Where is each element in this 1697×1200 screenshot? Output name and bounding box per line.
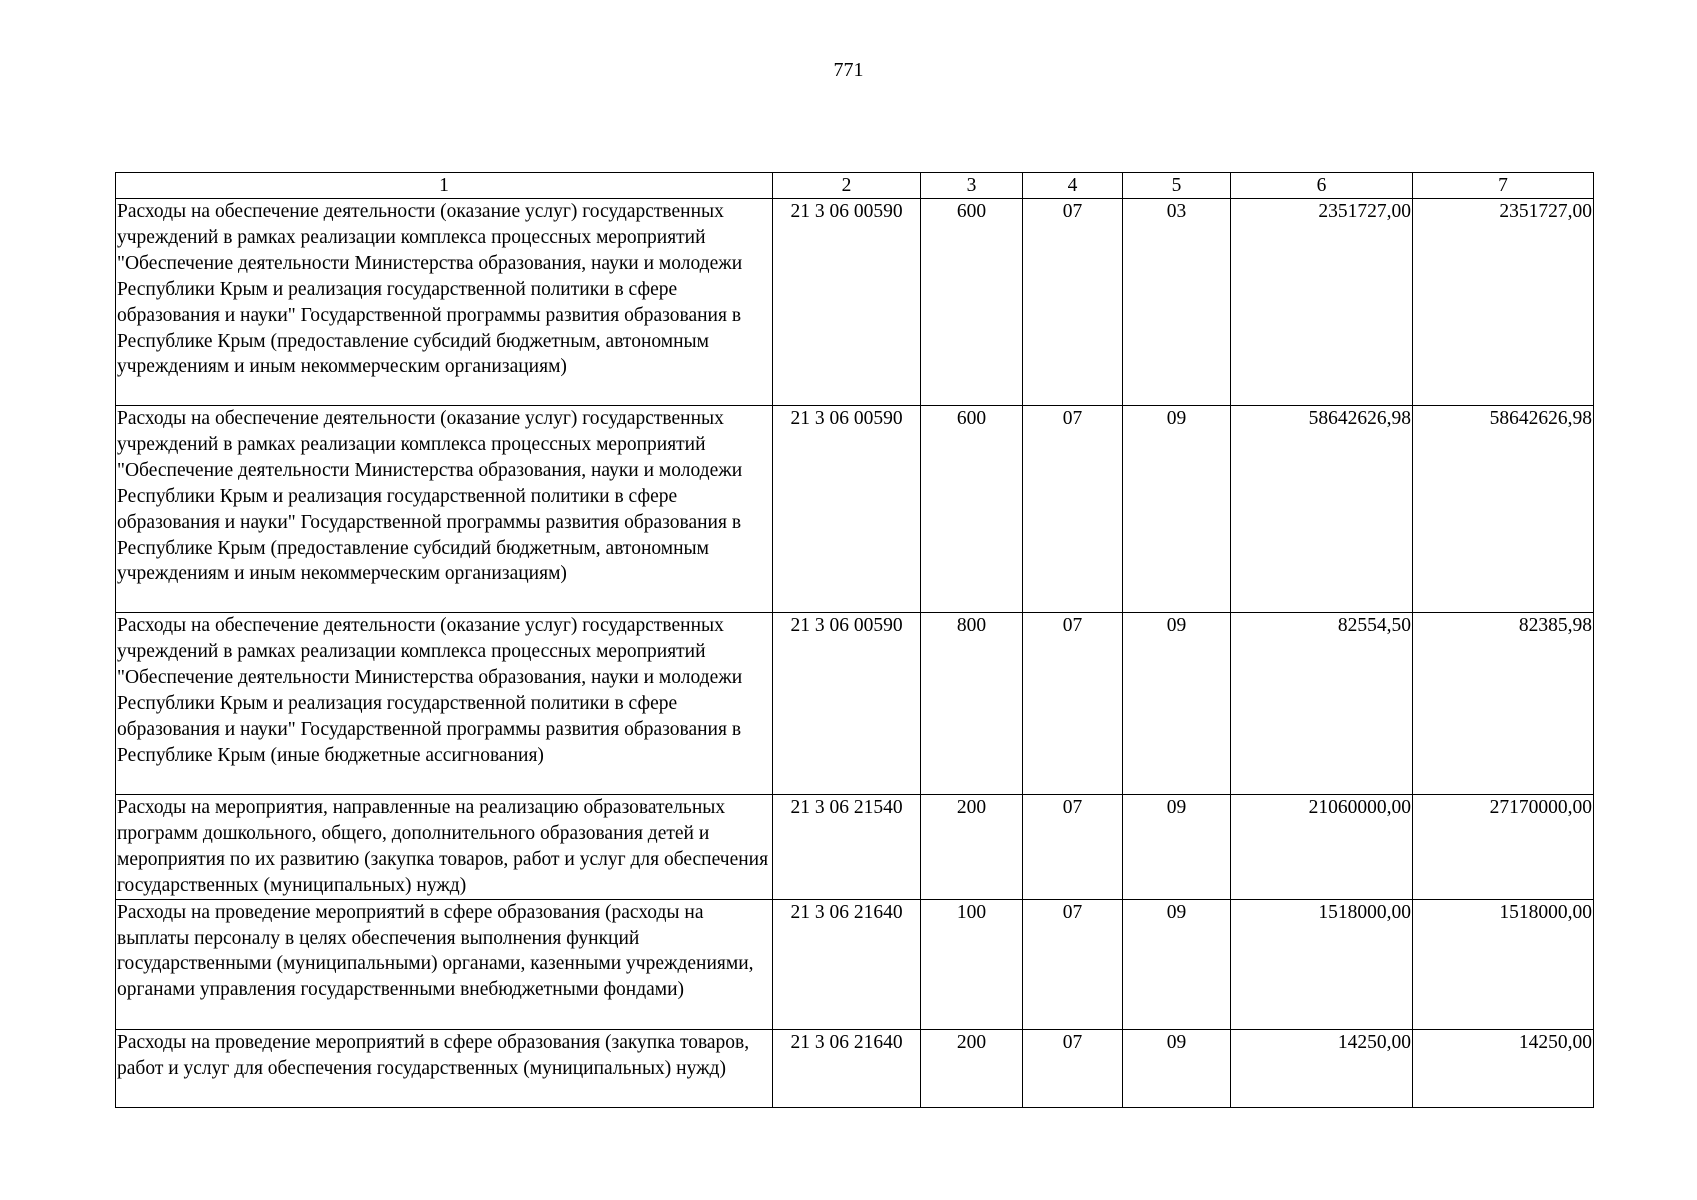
column-header-5: 5 — [1123, 173, 1231, 199]
row-amount-7: 14250,00 — [1413, 1029, 1594, 1107]
budget-table — [115, 172, 1594, 1108]
row-subsection: 09 — [1123, 1029, 1231, 1107]
row-expense-type: 200 — [921, 1029, 1023, 1107]
page-number: 771 — [833, 59, 864, 81]
row-amount-6: 14250,00 — [1231, 1029, 1413, 1107]
row-expense-type: 600 — [921, 406, 1023, 613]
row-section: 07 — [1023, 199, 1123, 406]
row-description: Расходы на проведение мероприятий в сфере образования (расходы на выплаты персоналу в целях обеспечения выполнения функций государственными (муниципальными) органами, казенными учреждениями, органами управления государственными внебюджетными фондами) — [116, 899, 773, 1029]
row-subsection: 09 — [1123, 613, 1231, 795]
row-target-article: 21 3 06 00590 — [773, 613, 921, 795]
row-description: Расходы на проведение мероприятий в сфере образования (закупка товаров, работ и услуг для обеспечения государственных (муниципальных) нужд) — [116, 1029, 773, 1107]
column-header-1: 1 — [116, 173, 773, 199]
column-header-3: 3 — [921, 173, 1023, 199]
row-amount-6: 1518000,00 — [1231, 899, 1413, 1029]
row-expense-type: 600 — [921, 199, 1023, 406]
row-target-article: 21 3 06 00590 — [773, 199, 921, 406]
row-section: 07 — [1023, 1029, 1123, 1107]
column-header-6: 6 — [1231, 173, 1413, 199]
row-description: Расходы на обеспечение деятельности (оказание услуг) государственных учреждений в рамках реализации комплекса процессных мероприятий "Обеспечение деятельности Министерства образования, науки и молодежи Республики Крым и реализация государственной политики в сфере образования и науки" Государственной программы развития образования в Республике Крым (предоставление субсидий бюджетным, автономным учреждениям и иным некоммерческим организациям) — [116, 199, 773, 406]
row-subsection: 09 — [1123, 899, 1231, 1029]
row-description: Расходы на мероприятия, направленные на реализацию образовательных программ дошкольного, общего, дополнительного образования детей и мероприятия по их развитию (закупка товаров, работ и услуг для обеспечения государственных (муниципальных) нужд) — [116, 795, 773, 900]
table-row — [116, 899, 1594, 1029]
row-amount-7: 2351727,00 — [1413, 199, 1594, 406]
row-section: 07 — [1023, 613, 1123, 795]
row-target-article: 21 3 06 00590 — [773, 406, 921, 613]
row-target-article: 21 3 06 21640 — [773, 1029, 921, 1107]
row-amount-7: 58642626,98 — [1413, 406, 1594, 613]
row-subsection: 03 — [1123, 199, 1231, 406]
row-expense-type: 100 — [921, 899, 1023, 1029]
row-amount-6: 82554,50 — [1231, 613, 1413, 795]
row-expense-type: 200 — [921, 795, 1023, 900]
table-row — [116, 795, 1594, 900]
row-section: 07 — [1023, 406, 1123, 613]
row-subsection: 09 — [1123, 795, 1231, 900]
table-row — [116, 199, 1594, 406]
row-description: Расходы на обеспечение деятельности (оказание услуг) государственных учреждений в рамках реализации комплекса процессных мероприятий "Обеспечение деятельности Министерства образования, науки и молодежи Республики Крым и реализация государственной политики в сфере образования и науки" Государственной программы развития образования в Республике Крым (предоставление субсидий бюджетным, автономным учреждениям и иным некоммерческим организациям) — [116, 406, 773, 613]
column-header-4: 4 — [1023, 173, 1123, 199]
row-description: Расходы на обеспечение деятельности (оказание услуг) государственных учреждений в рамках реализации комплекса процессных мероприятий "Обеспечение деятельности Министерства образования, науки и молодежи Республики Крым и реализация государственной политики в сфере образования и науки" Государственной программы развития образования в Республике Крым (иные бюджетные ассигнования) — [116, 613, 773, 795]
row-amount-6: 2351727,00 — [1231, 199, 1413, 406]
row-target-article: 21 3 06 21640 — [773, 899, 921, 1029]
row-expense-type: 800 — [921, 613, 1023, 795]
row-target-article: 21 3 06 21540 — [773, 795, 921, 900]
column-number-row — [116, 173, 1594, 199]
table-row — [116, 1029, 1594, 1107]
row-subsection: 09 — [1123, 406, 1231, 613]
row-section: 07 — [1023, 899, 1123, 1029]
row-amount-6: 58642626,98 — [1231, 406, 1413, 613]
row-amount-7: 27170000,00 — [1413, 795, 1594, 900]
table-row — [116, 406, 1594, 613]
table-row — [116, 613, 1594, 795]
row-amount-7: 82385,98 — [1413, 613, 1594, 795]
column-header-7: 7 — [1413, 173, 1594, 199]
column-header-2: 2 — [773, 173, 921, 199]
row-section: 07 — [1023, 795, 1123, 900]
row-amount-6: 21060000,00 — [1231, 795, 1413, 900]
row-amount-7: 1518000,00 — [1413, 899, 1594, 1029]
